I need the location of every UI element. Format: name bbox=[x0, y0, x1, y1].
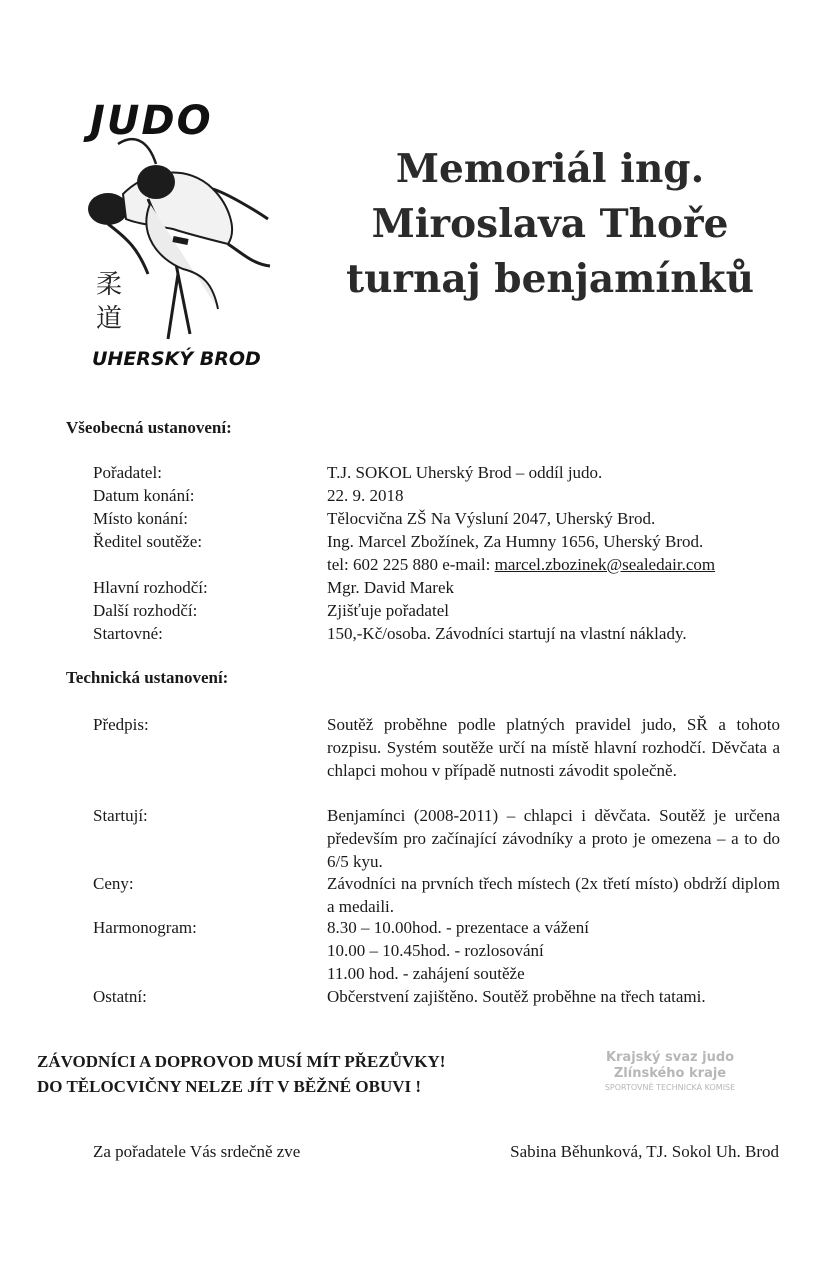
starters-label: Startují: bbox=[93, 806, 148, 825]
prizes-label: Ceny: bbox=[93, 874, 134, 893]
place-label: Místo konání: bbox=[93, 509, 188, 528]
title-line-1: Memoriál ing. bbox=[395, 146, 705, 192]
tournament-title bbox=[300, 142, 800, 307]
logo-kanji: 柔道 bbox=[96, 270, 123, 334]
technical-heading: Technická ustanovení: bbox=[66, 668, 229, 687]
fee-label: Startovné: bbox=[93, 624, 163, 643]
referee-label: Hlavní rozhodčí: bbox=[93, 578, 208, 597]
stamp-line-1: Krajský svaz judo bbox=[605, 1050, 735, 1065]
footwear-warning bbox=[37, 1049, 445, 1099]
logo-title: JUDO bbox=[90, 98, 213, 144]
title-line-3: turnaj benjamínků bbox=[346, 256, 754, 302]
fee-value: 150,-Kč/osoba. Závodníci startují na vlastní náklady. bbox=[327, 624, 687, 643]
rules-label: Předpis: bbox=[93, 715, 149, 734]
warning-line-1: ZÁVODNÍCI A DOPROVOD MUSÍ MÍT PŘEZŮVKY! bbox=[37, 1052, 446, 1071]
director-contact bbox=[327, 553, 715, 576]
schedule-item-2: 10.00 – 10.45hod. - rozlosování bbox=[327, 941, 544, 960]
other-referees-value: Zjišťuje pořadatel bbox=[327, 601, 449, 620]
warning-line-2: DO TĚLOCVIČNY NELZE JÍT V BĚŽNÉ OBUVI ! bbox=[37, 1077, 422, 1096]
title-line-2: Miroslava Thoře bbox=[371, 201, 729, 247]
organizer-label: Pořadatel: bbox=[93, 463, 162, 482]
other-label: Ostatní: bbox=[93, 987, 147, 1006]
date-label: Datum konání: bbox=[93, 486, 195, 505]
stamp-line-3: SPORTOVNĚ TECHNICKÁ KOMISE bbox=[604, 1083, 736, 1092]
judo-logo bbox=[78, 96, 278, 381]
logo-city: UHERSKÝ BROD bbox=[92, 348, 261, 370]
place-value: Tělocvična ZŠ Na Výsluní 2047, Uherský Brod. bbox=[327, 509, 656, 528]
general-heading: Všeobecná ustanovení: bbox=[66, 418, 232, 437]
signature-text: Sabina Běhunková, TJ. Sokol Uh. Brod bbox=[510, 1142, 779, 1161]
stamp-line-2: Zlínského kraje bbox=[613, 1066, 727, 1081]
rules-value: Soutěž proběhne podle platných pravidel judo, SŘ a tohoto rozpisu. Systém soutěže určí na místě hlavní rozhodčí. Děvčata a chlapci mohou v případě nutnosti závodit společně. bbox=[327, 715, 780, 780]
director-value: Ing. Marcel Zbožínek, Za Humny 1656, Uherský Brod. bbox=[327, 532, 704, 551]
association-stamp bbox=[580, 1050, 760, 1093]
schedule-item-3: 11.00 hod. - zahájení soutěže bbox=[327, 964, 525, 983]
date-value: 22. 9. 2018 bbox=[327, 486, 404, 505]
other-value: Občerstvení zajištěno. Soutěž proběhne na třech tatami. bbox=[327, 987, 706, 1006]
other-referees-label: Další rozhodčí: bbox=[93, 601, 198, 620]
director-phone: tel: 602 225 880 e-mail: bbox=[327, 555, 495, 574]
prizes-value: Závodníci na prvních třech místech (2x třetí místo) obdrží diplom a medaili. bbox=[327, 874, 780, 916]
starters-value: Benjamínci (2008-2011) – chlapci i děvčata. Soutěž je určena především pro začínající závodníky a proto je omezena – a to do 6/5 kyu. bbox=[327, 806, 780, 871]
schedule-label: Harmonogram: bbox=[93, 918, 197, 937]
organizer-value: T.J. SOKOL Uherský Brod – oddíl judo. bbox=[327, 463, 603, 482]
director-email-link[interactable]: marcel.zbozinek@sealedair.com bbox=[494, 555, 716, 574]
director-label: Ředitel soutěže: bbox=[93, 532, 203, 551]
referee-value: Mgr. David Marek bbox=[327, 578, 455, 597]
schedule-item-1: 8.30 – 10.00hod. - prezentace a vážení bbox=[327, 918, 589, 937]
invitation-text: Za pořadatele Vás srdečně zve bbox=[93, 1142, 301, 1161]
